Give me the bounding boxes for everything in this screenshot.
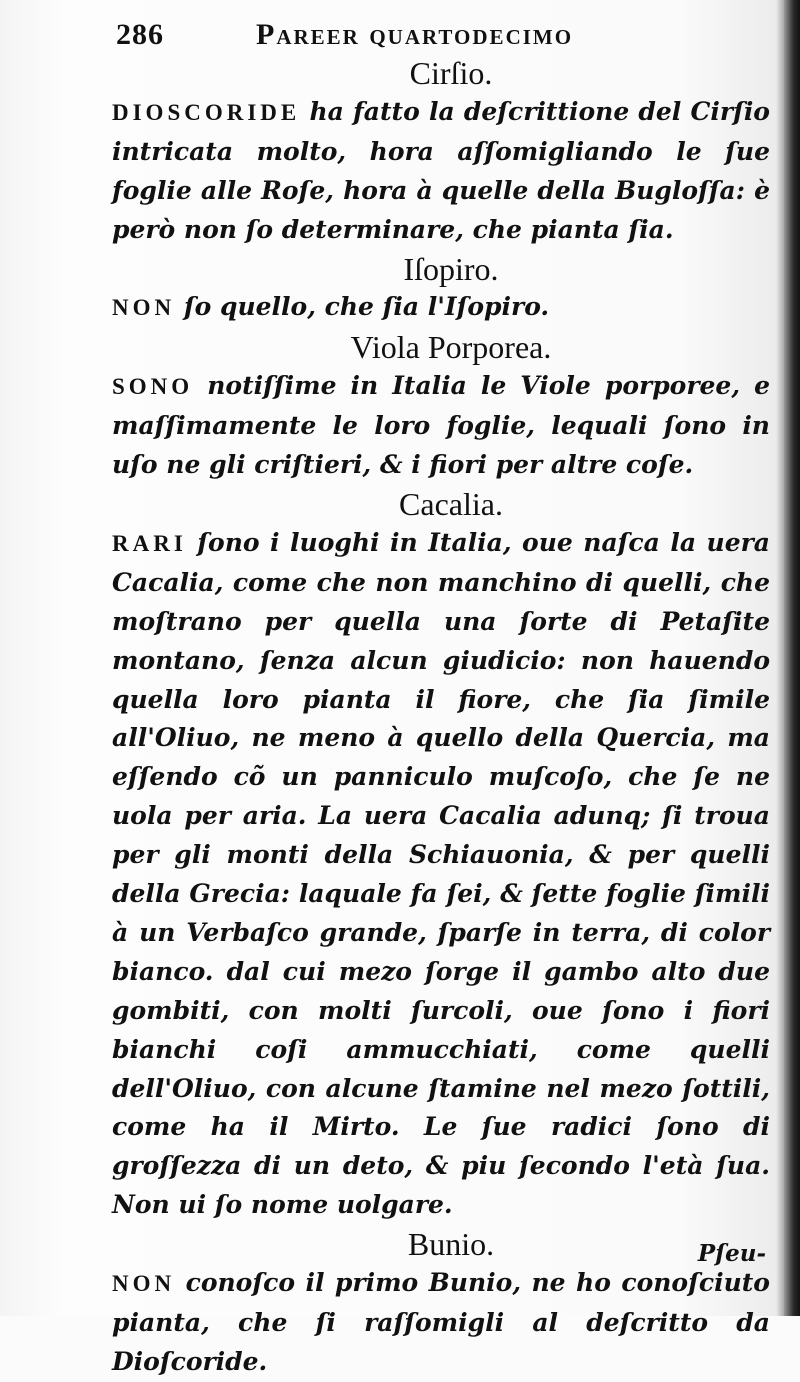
section-heading: Cirſio. <box>409 55 493 91</box>
section-paragraph <box>112 93 770 250</box>
paragraph-text: notiſſime in Italia le Viole porporee, e maſſimamente le loro foglie, lequali ſono in uſo ne gli criſtieri, & i fiori per altre coſe. <box>112 371 770 480</box>
page-header <box>116 18 760 58</box>
section-heading: Cacalia. <box>399 485 503 522</box>
main-text <box>112 54 770 1382</box>
section-paragraph <box>112 1264 770 1382</box>
paragraph-text: conoſco il primo Bunio, ne ho conoſciuto pianta, che ſi raſſomigli al deſcritto da Dioſcoride. <box>112 1268 770 1376</box>
section-heading: Viola Porporea. <box>350 329 552 366</box>
lead-word: DIOSCORIDE <box>112 99 301 125</box>
section-paragraph <box>112 524 770 1225</box>
paragraph-text: ſono i luoghi in Italia, oue naſca la uera Cacalia, come che non manchino di quelli, che moſtrano per quella una ſorte di Petaſite montano, ſenza alcun giudicio: non hauendo quella loro pianta il fiore, che ſia ſimile all'Oliuo, ne meno à quello della Quercia, ma eſſendo cõ un panniculo muſcoſo, che ſe ne uola per aria. La uera Cacalia adunq; ſi troua per gli monti della Schiauonia, & per quelli della Grecia: laquale fa ſei, & ſette foglie ſimili à un Verbaſco grande, ſparſe in terra, di color bianco. dal cui mezo ſorge il gambo alto due gombiti, con molti ſurcoli, oue ſono i fiori bianchi coſi ammucchiati, come quelli dell'Oliuo, con alcune ſtamine nel mezo ſottili, come ha il Mirto. Le ſue radici ſono di groſſezza di un deto, & piu ſecondo l'età ſua. Non ui ſo nome uolgare. <box>112 527 770 1220</box>
section-paragraph <box>112 288 770 328</box>
section-paragraph <box>112 367 770 485</box>
lead-word: RARI <box>112 530 187 556</box>
lead-word: SONO <box>112 374 194 400</box>
catchword: Pſeu- <box>697 1240 766 1267</box>
lead-word: NON <box>112 1271 176 1297</box>
section-heading: Bunio. <box>407 1226 495 1263</box>
section-heading: Iſopiro. <box>403 250 499 287</box>
lead-word: NON <box>112 295 176 321</box>
page-number: 286 <box>116 18 164 51</box>
paragraph-text: ſo quello, che ſia l'Iſopiro. <box>183 292 550 322</box>
running-title: Pareer quartodecimo <box>256 18 574 51</box>
book-gutter-shadow <box>784 0 800 1316</box>
paragraph-text: ha fatto la deſcrittione del Cirſio intricata molto, hora aſſomigliando le ſue foglie alle Roſe, hora à quelle della Bugloſſa: è però non ſo determinare, che pianta ſia. <box>112 96 770 244</box>
